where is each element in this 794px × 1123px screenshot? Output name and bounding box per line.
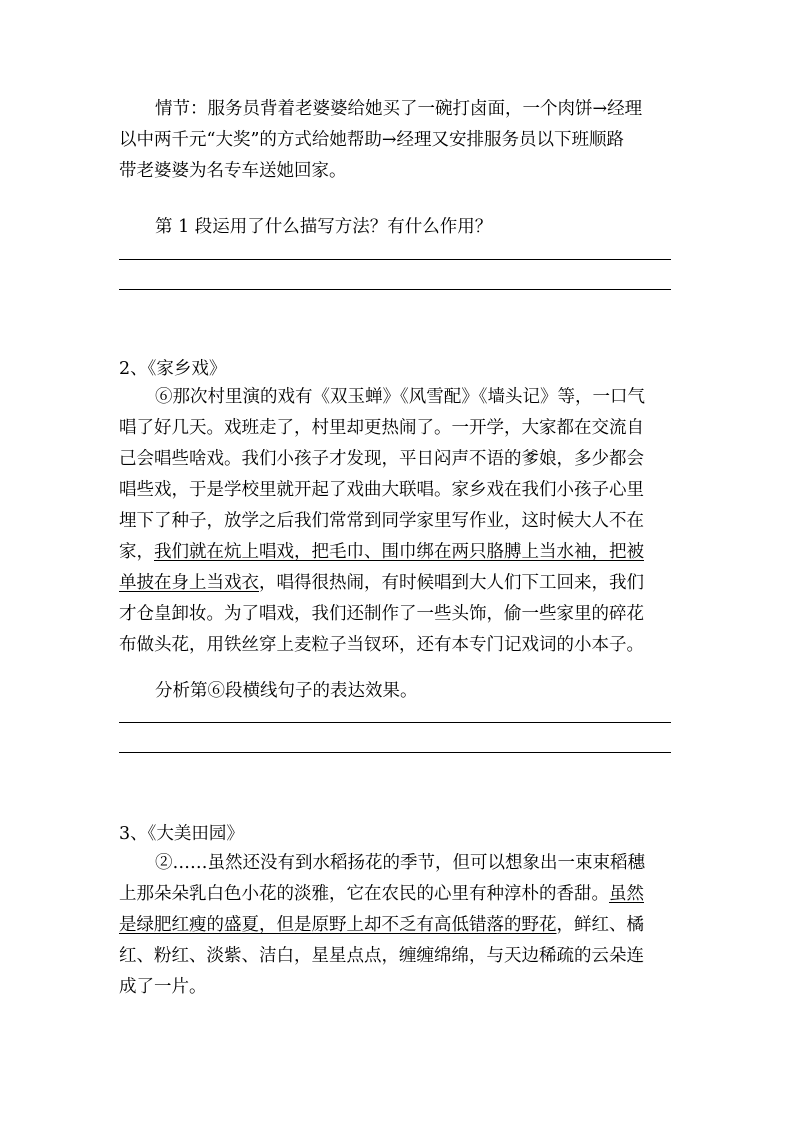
paragraph-line: [119, 879, 675, 910]
line-text: 上那朵朵乳白色小花的淡雅，它在农民的心里有种淳朴的香甜。: [119, 884, 609, 904]
paragraph-line: ②……虽然还没有到水稻扬花的季节，但可以想象出一束束稻穗: [155, 853, 645, 873]
paragraph-line: ⑥那次村里演的戏有《双玉蝉》《风雪配》《墙头记》等，一口气: [155, 387, 645, 407]
paragraph-line: 红、粉红、淡紫、洁白，星星点点，缠缠绵绵，与天边稀疏的云朵连: [119, 946, 644, 966]
underlined-sentence: 单披在身上当戏衣: [119, 573, 259, 593]
paragraph-line: 唱些戏，于是学校里就开起了戏曲大联唱。家乡戏在我们小孩子心里: [119, 480, 644, 500]
paragraph-line: 布做头花，用铁丝穿上麦粒子当钗环，还有本专门记戏词的小本子。: [119, 635, 644, 655]
paragraph-line: 己会唱些啥戏。我们小孩子才发现，平日闷声不语的爹娘，多少都会: [119, 449, 644, 469]
question-1: [119, 212, 675, 243]
paragraph-line: 唱了好几天。戏班走了，村里却更热闹了。一开学，大家都在交流自: [119, 418, 644, 438]
section-3-paragraph: [119, 848, 675, 1003]
underlined-sentence: 我们就在炕上唱戏，把毛巾、围巾绑在两只胳膊上当水袖，把被: [154, 542, 644, 562]
paragraph-line: 才仓皇卸妆。为了唱戏，我们还制作了一些头饰，偷一些家里的碎花: [119, 604, 644, 624]
paragraph-line: [119, 568, 675, 599]
plot-paragraph: [119, 94, 675, 187]
paragraph-line: 成了一片。: [119, 977, 207, 997]
section-2-heading: 2、《家乡戏》: [119, 359, 227, 379]
underlined-sentence: 虽然: [609, 884, 644, 904]
plot-line-3: 带老婆婆为名专车送她回家。: [119, 161, 347, 181]
plot-line-2: 以中两千元“大奖”的方式给她帮助→经理又安排服务员以下班顺路: [119, 130, 625, 150]
section-2-paragraph: [119, 382, 675, 661]
plot-line-1: 情节：服务员背着老婆婆给她买了一碗打卤面，一个肉饼→经理: [155, 99, 643, 119]
paragraph-line: [119, 537, 675, 568]
line-text: ，鲜红、橘: [556, 915, 644, 935]
answer-line[interactable]: [119, 289, 671, 290]
paragraph-line: 埋下了种子，放学之后我们常常到同学家里写作业，这时候大人不在: [119, 511, 644, 531]
question-2-text: 分析第⑥段横线句子的表达效果。: [155, 681, 418, 701]
answer-line[interactable]: [119, 752, 671, 753]
answer-line[interactable]: [119, 259, 671, 260]
answer-line[interactable]: [119, 722, 671, 723]
line-text: ，唱得很热闹，有时候唱到大人们下工回来，我们: [259, 573, 644, 593]
question-2: [119, 676, 675, 707]
line-text: 家，: [119, 542, 154, 562]
paragraph-line: [119, 910, 675, 941]
section-3-heading: 3、《大美田园》: [119, 824, 244, 844]
underlined-sentence: 是绿肥红瘦的盛夏，但是原野上却不乏有高低错落的野花: [119, 915, 557, 935]
question-1-text: 第 1 段运用了什么描写方法？有什么作用？: [155, 217, 493, 237]
